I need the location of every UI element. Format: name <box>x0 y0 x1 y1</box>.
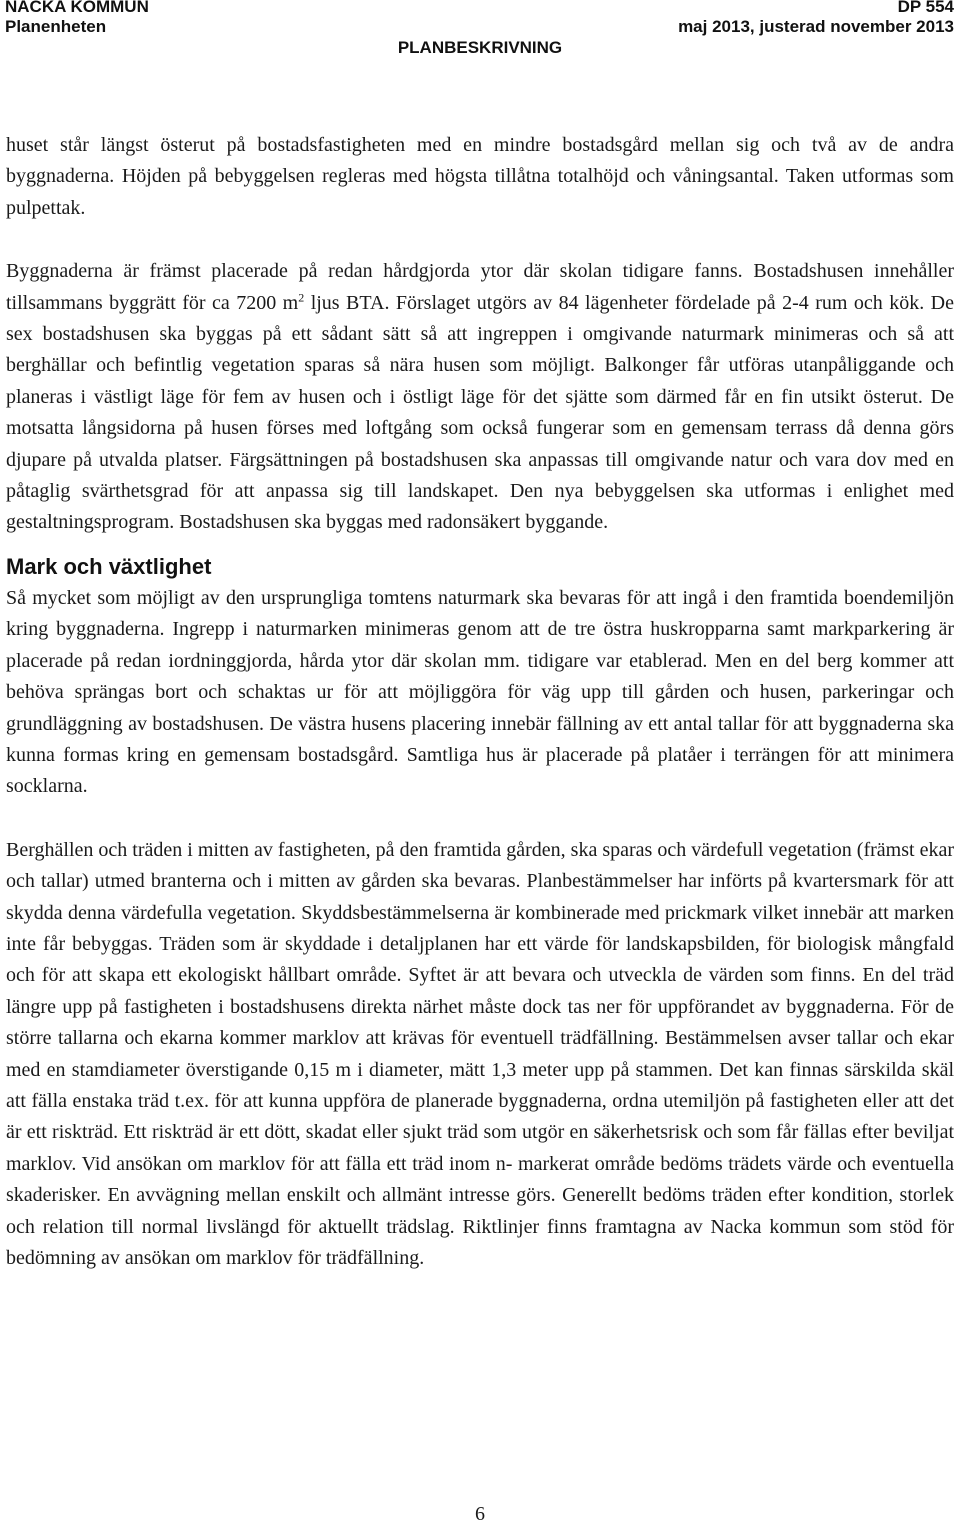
document-type: PLANBESKRIVNING <box>397 38 563 57</box>
paragraph-building-placement <box>6 256 954 539</box>
page-body <box>6 130 954 1274</box>
plan-id: DP 554 <box>897 0 954 16</box>
paragraph-building-description: huset står längst österut på bostadsfastigheten med en mindre bostadsgård mellan sig och två av de andra byggnaderna. Höjden på bebyggelsen regleras med högsta tillåtna totalhöjd och våningsantal. Taken utformas som pulpettak. <box>6 134 954 219</box>
paragraph-vegetation-protection: Berghällen och träden i mitten av fastigheten, på den framtida gården, ska sparas och värdefull vegetation (främst ekar och tallar) utmed branterna och i mitten av gården ska bevaras. Planbestämmelser har införts på kvartersmark för att skydda denna värdefulla vegetation. Skyddsbestämmelserna är kombinerade med prickmark vilket innebär att marken inte får bebyggas. Träden som är skyddade i detaljplanen har ett värde för landskapsbilden, för biologisk mångfald och för att skapa ett ekologiskt hållbart område. Syftet är att bevara och utveckla de värden som finns. En del träd längre upp på fastigheten i bostadshusens direkta närhet måste dock tas ner för uppförandet av byggnaderna. För de större tallarna och ekarna kommer marklov att krävas för eventuell trädfällning. Bestämmelsen avser tallar och ekar med en stamdiameter överstigande 0,15 m i diameter, mätt 1,3 meter upp på stammen. Det kan finnas särskilda skäl att fälla enstaka träd t.ex. för att kunna uppföra de planerade byggnaderna, ordna utemiljön på fastigheten eller att det är ett riskträd. Ett riskträd är ett dött, skadat eller sjukt träd som utgör en säkerhetsrisk och som får fällas efter beviljat marklov. Vid ansökan om marklov för att fälla ett träd inom n- markerat område bedöms trädets värde och eventuella skaderisker. En avvägning mellan enskilt och allmänt intresse görs. Generellt bedöms träden efter kondition, storlek och relation till normal livslängd för aktuellt trädslag. Riktlinjer finns framtagna av Nacka kommun som stöd för bedömning av ansökan om marklov för trädfällning. <box>6 838 954 1269</box>
document-date: maj 2013, justerad november 2013 <box>678 17 954 36</box>
paragraph-text-part-b: ljus BTA. Förslaget utgörs av 84 lägenheter fördelade på 2-4 rum och kök. De sex bostadshusen ska byggas på ett sådant sätt så att ingreppen i omgivande naturmark minimeras och så att berghällar och befintlig vegetation sparas så nära husen som möjligt. Balkonger får utföras utanpåliggande och planeras i västligt läge för fem av husen och i östligt läge för det sjätte som därmed får en fin utsikt österut. De motsatta långsidorna på husen förses med loftgång som också fungerar som en gemensam terrass då denna görs djupare på utvalda platser. Färgsättningen på bostadshusen ska anpassas till omgivande natur och vara dov med en påtaglig svärthetsgrad för att anpassa sig till landskapet. Den nya bebyggelsen ska utformas i enlighet med gestaltningsprogram. Bostadshusen ska byggas med radonsäkert byggande. <box>6 291 954 534</box>
page-header-right <box>678 0 954 37</box>
section-heading: Mark och växtlighet <box>6 553 212 579</box>
superscript-square: 2 <box>298 289 305 304</box>
page-header-left <box>5 0 149 37</box>
paragraph-text-part-a: Byggnaderna är främst placerade på redan hårdgjorda ytor där skolan tidigare fanns. Bostadshusen innehåller tillsammans byggrätt för ca 7200 m <box>6 260 954 314</box>
page-number: 6 <box>475 1503 485 1525</box>
unit-name: Planenheten <box>5 17 107 36</box>
paragraph-land-preservation: Så mycket som möjligt av den ursprungliga tomtens naturmark ska bevaras för att ingå i den framtida boendemiljön kring byggnaderna. Ingrepp i naturmarken minimeras genom att de tre östra huskropparna samt markparkering är placerade på redan iordninggjorda, hårda ytor där skolan mm. tidigare var etablerad. Men en del berg kommer att behöva sprängas bort och schaktas ur för att möjliggöra för väg upp till gården och husen, parkeringar och grundläggning av bostadshusen. De västra husens placering innebär fällning av ett antal tallar för att byggnaderna ska kunna formas kring en gemensam bostadsgård. Samtliga hus är placerade på platåer i terrängen för att minimera socklarna. <box>6 586 954 798</box>
organization-name: NACKA KOMMUN <box>5 0 149 16</box>
